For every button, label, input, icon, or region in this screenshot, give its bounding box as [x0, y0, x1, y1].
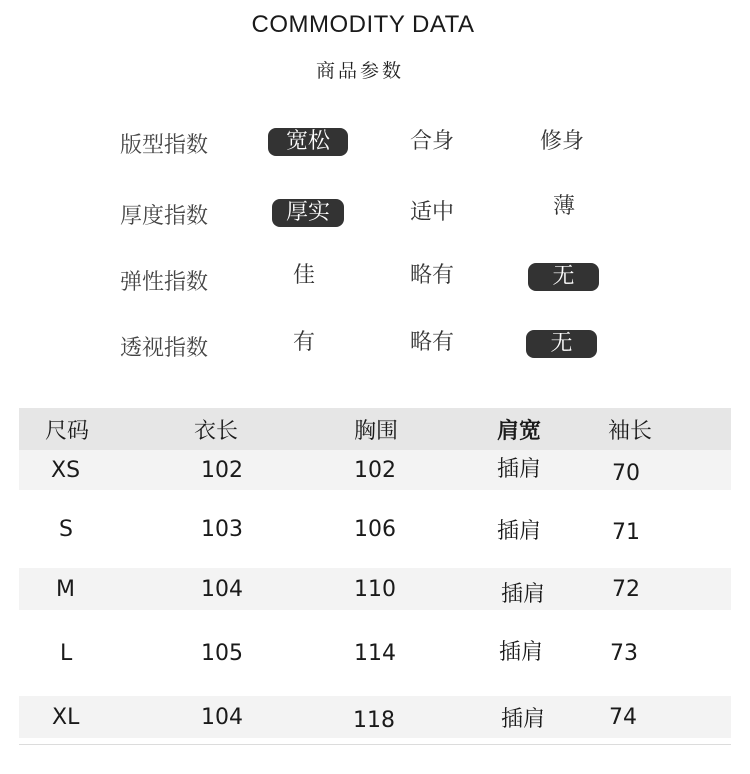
table-cell-size: L	[60, 640, 73, 666]
index-option: 略有	[409, 330, 454, 355]
index-option: 有	[292, 330, 315, 355]
table-row	[19, 568, 731, 610]
table-cell-size: XL	[52, 704, 80, 730]
index-row-elasticity	[0, 259, 750, 299]
table-cell-shoulder: 插肩	[501, 581, 546, 607]
table-cell-length: 104	[201, 704, 243, 730]
size-table	[19, 408, 731, 738]
index-option: 合身	[409, 129, 454, 154]
table-bottom-divider	[19, 744, 731, 745]
page-subtitle: 商品参数	[315, 60, 404, 82]
column-header-length: 衣长	[194, 418, 239, 444]
table-cell-length: 102	[201, 457, 243, 483]
index-option: 修身	[539, 129, 584, 154]
index-label: 厚度指数	[120, 204, 209, 229]
table-cell-sleeve: 74	[609, 704, 637, 730]
index-option: 薄	[552, 194, 575, 219]
size-table-header	[19, 408, 731, 450]
index-row-transparency	[0, 325, 750, 365]
index-label: 透视指数	[120, 336, 209, 361]
index-option: 佳	[292, 263, 315, 288]
table-row	[19, 450, 731, 490]
table-cell-sleeve: 73	[610, 640, 638, 666]
index-row-fit	[0, 122, 750, 162]
table-cell-chest: 114	[354, 640, 396, 666]
table-cell-size: S	[59, 516, 73, 542]
index-option-selected: 无	[528, 263, 599, 291]
index-option-selected: 无	[526, 330, 597, 358]
index-option: 略有	[409, 263, 454, 288]
table-cell-chest: 102	[354, 457, 396, 483]
index-option: 适中	[409, 200, 454, 225]
table-cell-length: 105	[201, 640, 243, 666]
column-header-chest: 胸围	[354, 418, 399, 444]
table-row	[19, 490, 731, 568]
table-cell-chest: 106	[354, 516, 396, 542]
table-cell-chest: 118	[353, 707, 395, 733]
column-header-shoulder: 肩宽	[497, 418, 542, 444]
index-option-selected: 厚实	[272, 199, 344, 227]
table-cell-chest: 110	[354, 576, 396, 602]
column-header-sleeve: 袖长	[608, 418, 653, 444]
table-cell-shoulder: 插肩	[499, 639, 544, 665]
table-cell-sleeve: 72	[612, 576, 640, 602]
column-header-size: 尺码	[45, 418, 90, 444]
page-title: COMMODITY DATA	[251, 11, 475, 38]
table-row	[19, 696, 731, 738]
table-cell-size: XS	[51, 457, 81, 483]
index-row-thickness	[0, 193, 750, 233]
index-label: 版型指数	[120, 133, 209, 158]
table-cell-sleeve: 71	[612, 519, 640, 545]
table-cell-sleeve: 70	[612, 460, 640, 486]
table-cell-shoulder: 插肩	[501, 706, 546, 732]
index-option-selected: 宽松	[268, 128, 348, 156]
table-cell-shoulder: 插肩	[497, 457, 542, 482]
table-cell-length: 103	[201, 516, 243, 542]
table-cell-size: M	[56, 576, 75, 602]
table-row	[19, 610, 731, 696]
index-label: 弹性指数	[120, 270, 209, 295]
table-cell-shoulder: 插肩	[497, 518, 542, 544]
table-cell-length: 104	[201, 576, 243, 602]
